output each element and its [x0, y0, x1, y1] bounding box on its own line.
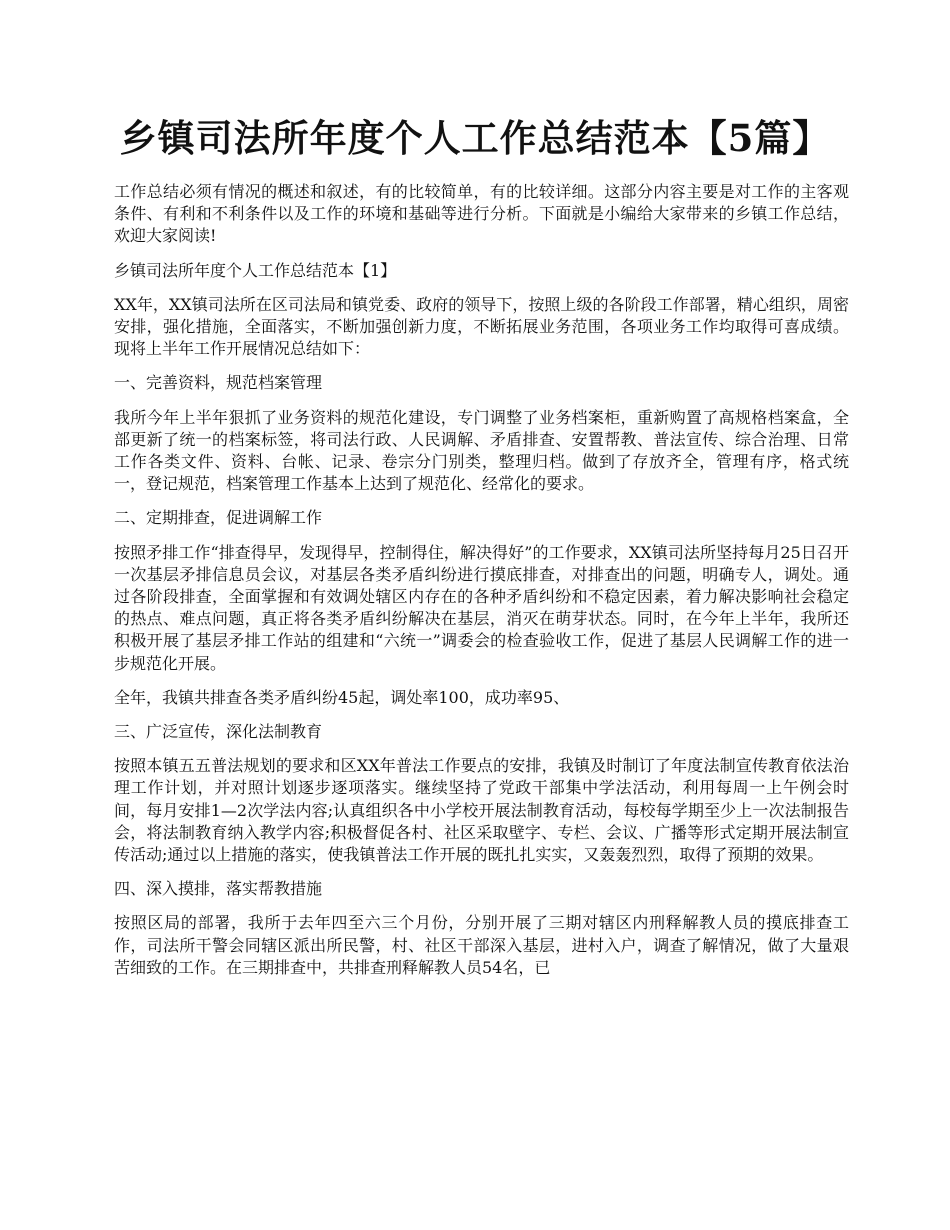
document-body — [114, 181, 849, 991]
body-paragraph: 按照矛排工作“排查得早，发现得早，控制得住，解决得好”的工作要求，XX镇司法所坚持每月25日召开一次基层矛排信息员会议，对基层各类矛盾纠纷进行摸底排查，对排查出的问题，明确专人，调处。通过各阶段排查，全面掌握和有效调处辖区内存在的各种矛盾纠纷和不稳定因素，着力解决影响社会稳定的热点、难点问题，真正将各类矛盾纠纷解决在基层，消灭在萌芽状态。同时，在今年上半年，我所还积极开展了基层矛排工作站的组建和“六统一”调委会的检查验收工作，促进了基层人民调解工作的进一步规范化开展。 — [114, 542, 849, 673]
body-paragraph: 我所今年上半年狠抓了业务资料的规范化建设，专门调整了业务档案柜，重新购置了高规格档案盒，全部更新了统一的档案标签，将司法行政、人民调解、矛盾排查、安置帮教、普法宣传、综合治理、日常工作各类文件、资料、台帐、记录、卷宗分门别类，整理归档。做到了存放齐全，管理有序，格式统一，登记规范，档案管理工作基本上达到了规范化、经常化的要求。 — [114, 407, 849, 494]
subheading-publicity: 三、广泛宣传，深化法制教育 — [114, 722, 323, 742]
subheading-assistance: 四、深入摸排，落实帮教措施 — [114, 879, 323, 899]
body-paragraph: XX年，XX镇司法所在区司法局和镇党委、政府的领导下，按照上级的各阶段工作部署，精心组织，周密安排，强化措施，全面落实，不断加强创新力度，不断拓展业务范围，各项业务工作均取得可喜成绩。现将上半年工作开展情况总结如下： — [114, 294, 849, 359]
body-paragraph: 按照本镇五五普法规划的要求和区XX年普法工作要点的安排，我镇及时制订了年度法制宣传教育依法治理工作计划，并对照计划逐步逐项落实。继续坚持了党政干部集中学法活动，利用每周一上午例会时间，每月安排1—2次学法内容;认真组织各中小学校开展法制教育活动，每校每学期至少上一次法制报告会，将法制教育纳入教学内容;积极督促各村、社区采取壁字、专栏、会议、广播等形式定期开展法制宣传活动;通过以上措施的落实，使我镇普法工作开展的既扎扎实实，又轰轰烈烈，取得了预期的效果。 — [114, 756, 849, 865]
intro-paragraph: 工作总结必须有情况的概述和叙述，有的比较简单，有的比较详细。这部分内容主要是对工作的主客观条件、有利和不利条件以及工作的环境和基础等进行分析。下面就是小编给大家带来的乡镇工作总结，欢迎大家阅读! — [114, 182, 849, 246]
body-paragraph: 按照区局的部署，我所于去年四至六三个月份，分别开展了三期对辖区内刑释解教人员的摸底排查工作，司法所干警会同辖区派出所民警，村、社区干部深入基层，进村入户，调查了解情况，做了大量艰苦细致的工作。在三期排查中，共排查刑释解教人员54名，已 — [114, 913, 849, 977]
body-paragraph: 全年，我镇共排查各类矛盾纠纷45起，调处率100，成功率95、 — [114, 687, 570, 707]
subheading-mediation: 二、定期排查，促进调解工作 — [114, 508, 323, 528]
subheading-archives: 一、完善资料，规范档案管理 — [114, 373, 323, 393]
section-heading-1: 乡镇司法所年度个人工作总结范本【1】 — [114, 260, 397, 280]
document-title: 乡镇司法所年度个人工作总结范本【5篇】 — [119, 116, 831, 160]
